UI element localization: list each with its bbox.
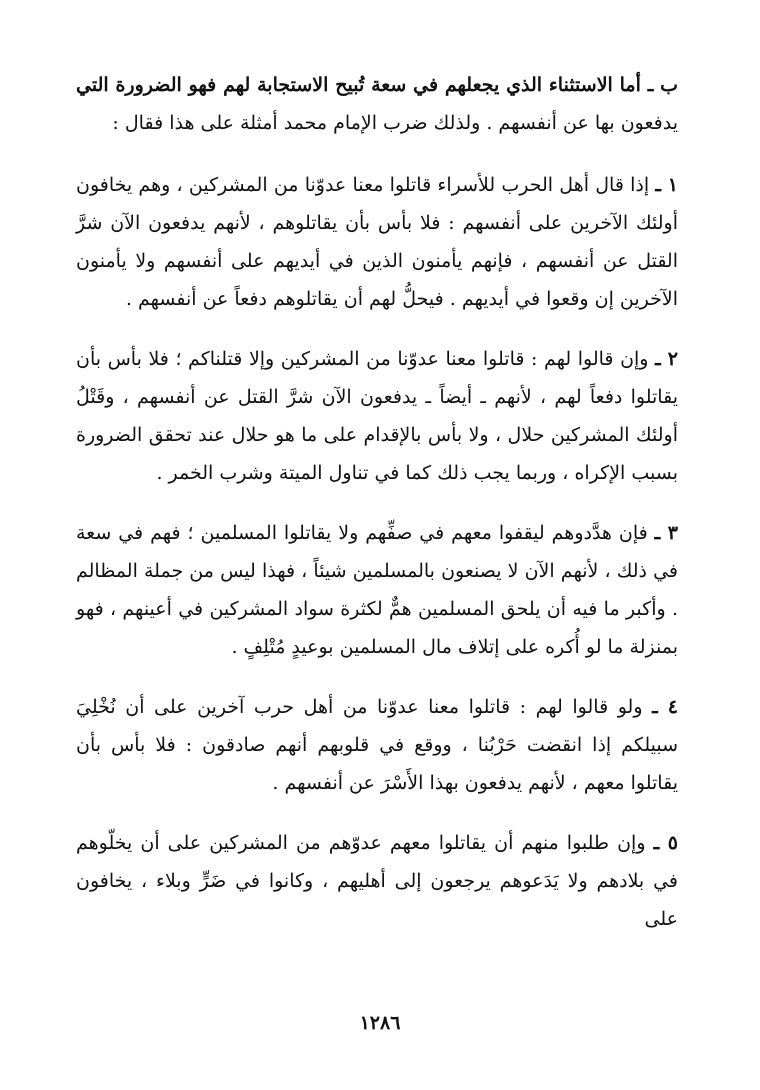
item-text: إذا قال أهل الحرب للأسراء قاتلوا معنا عدوّنا من المشركين ، وهم يخافون أولئك الآخرين على أنفسهم : فلا بأس بأن يقاتلوهم ، لأنهم يدفعون الآن شرَّ القتل عن أنفسهم ، فإنهم يأمنون الذين في أيديهم على أنفسهم ولا يأمنون الآخرين إن وقعوا في أيديهم . فيحلُّ لهم أن يقاتلوهم دفعاً عن أنفسهم . xyxy=(76,174,678,310)
list-item xyxy=(76,514,678,666)
item-number: ١ ـ xyxy=(655,174,678,196)
list-item xyxy=(76,824,678,938)
list-item xyxy=(76,688,678,802)
item-number: ٢ ـ xyxy=(655,348,678,370)
item-number: ٤ ـ xyxy=(652,696,679,718)
intro-rest: يدفعون بها عن أنفسهم . ولذلك ضرب الإمام محمد أمثلة على هذا فقال : xyxy=(112,112,678,134)
item-number: ٥ ـ xyxy=(653,832,678,854)
item-text: فإن هدَّدوهم ليقفوا معهم في صفِّهم ولا يقاتلوا المسلمين ؛ فهم في سعة في ذلك ، لأنهم الآن لا يصنعون بالمسلمين شيئاً ، فهذا ليس من جملة المظالم . وأكبر ما فيه أن يلحق المسلمين همٌّ لكثرة سواد المشركين في أعينهم ، فهو بمنزلة ما لو أُكره على إتلاف مال المسلمين بوعيدٍ مُتْلِفٍ . xyxy=(76,522,678,658)
item-number: ٣ ـ xyxy=(654,522,678,544)
body-text xyxy=(76,66,678,960)
list-item xyxy=(76,340,678,492)
page-number: ١٢٨٦ xyxy=(359,1012,401,1034)
intro-paragraph xyxy=(76,66,678,142)
intro-lead-bold: ب ـ أما الاستثناء الذي يجعلهم في سعة تُبيح الاستجابة لهم فهو الضرورة التي xyxy=(76,74,678,96)
list-item xyxy=(76,166,678,318)
item-text: ولو قالوا لهم : قاتلوا معنا عدوّنا من أهل حرب آخرين على أن نُخْلِيَ سبيلكم إذا انقضت حَرْبُنا ، ووقع في قلوبهم أنهم صادقون : فلا بأس بأن يقاتلوا معهم ، لأنهم يدفعون بهذا الأَسْرَ عن أنفسهم . xyxy=(76,696,678,794)
item-text: وإن طلبوا منهم أن يقاتلوا معهم عدوّهم من المشركين على أن يخلّوهم في بلادهم ولا يَدَعوهم يرجعون إلى أهليهم ، وكانوا في ضَرٍّ وبلاء ، يخافون على xyxy=(76,832,678,930)
item-text: وإن قالوا لهم : قاتلوا معنا عدوّنا من المشركين وإلا قتلناكم ؛ فلا بأس بأن يقاتلوا دفعاً لهم ، لأنهم ـ أيضاً ـ يدفعون الآن شرَّ القتل عن أنفسهم ، وقَتْلُ أولئك المشركين حلال ، ولا بأس بالإقدام على ما هو حلال عند تحقق الضرورة بسبب الإكراه ، وربما يجب ذلك كما في تناول الميتة وشرب الخمر . xyxy=(76,348,678,484)
